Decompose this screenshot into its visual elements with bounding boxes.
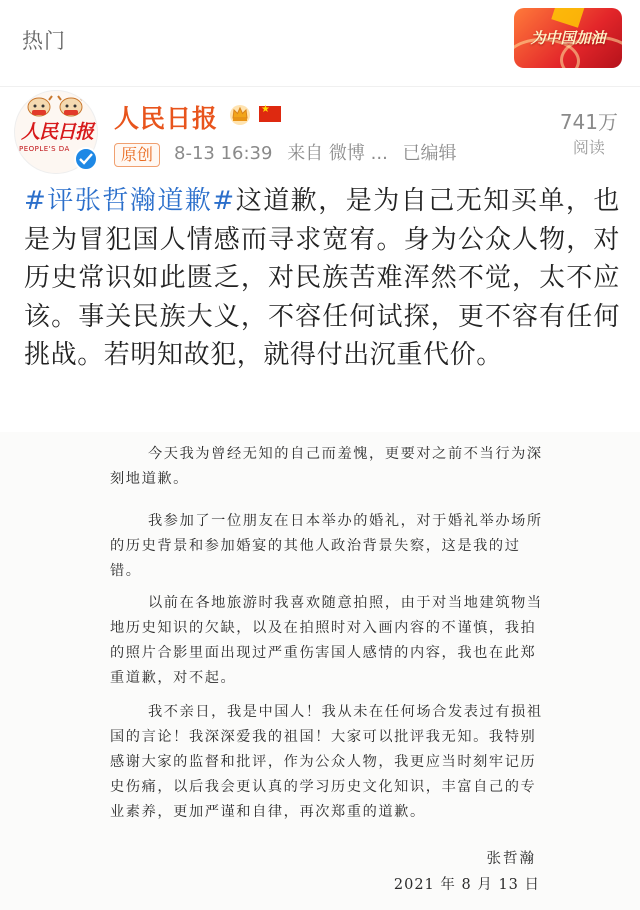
read-count: [560, 106, 618, 158]
section-title[interactable]: 热门: [22, 29, 66, 53]
post-meta: [174, 143, 466, 165]
banner-text: 为中国加油: [530, 29, 606, 47]
banner-decoration: [551, 8, 584, 28]
verified-badge-icon: [74, 147, 98, 171]
read-count-label: 阅读: [572, 138, 605, 157]
read-count-number: 741万: [559, 110, 618, 134]
china-flag-icon: ★: [259, 106, 281, 122]
post-body-text: 这道歉，是为自己无知买单，也是为冒犯国人情感而寻求宽宥。身为公众人物，对历史常识如此匮乏，对民族苦难浑然不觉，太不应该。事关民族大义，不容任何试探，更不容有任何挑战。若明知故犯，就得付出沉重代价。: [24, 186, 620, 370]
crown-icon: [228, 102, 252, 126]
apology-letter-image[interactable]: [0, 432, 640, 910]
author-name[interactable]: 人民日报: [114, 104, 219, 133]
ox-mascot-icon: [23, 95, 89, 117]
letter-date: 2021 年 8 月 13 日: [393, 877, 540, 893]
avatar-logo-text: 人民日报: [21, 121, 94, 143]
edited-label[interactable]: 已编辑: [402, 143, 457, 164]
top-bar: [0, 0, 640, 87]
post-date: 8-13 16:39: [174, 143, 273, 164]
avatar-logo-subtext: PEOPLE'S DA: [19, 145, 70, 153]
original-badge: 原创: [114, 143, 160, 167]
letter-paragraph: 今天我为曾经无知的自己而羞愧，更要对之前不当行为深刻地道歉。: [110, 446, 543, 487]
letter-paragraph: 以前在各地旅游时我喜欢随意拍照，由于对当地建筑物当地历史知识的欠缺，以及在拍照时对入画内容的不谨慎，我拍的照片合影里面出现过严重伤害国人感情的内容，我也在此郑重道歉，对不起。: [110, 595, 543, 686]
letter-paragraph: 我不亲日，我是中国人！我从未在任何场合发表过有损祖国的言论！我深深爱我的祖国！大家可以批评我无知。我特别感谢大家的监督和批评，作为公众人物，我更应当时刻牢记历史伤痛，以后我会更认真的学习历史文化知识，丰富自己的专业素养，更加严谨和自律，再次郑重的道歉。: [110, 704, 543, 820]
letter-paragraph: 我参加了一位朋友在日本举办的婚礼，对于婚礼举办场所的历史背景和参加婚宴的其他人政治背景失察，这是我的过错。: [110, 513, 543, 579]
hashtag-link[interactable]: #评张哲瀚道歉#: [24, 186, 235, 216]
cheer-china-banner[interactable]: [514, 8, 622, 68]
post-body: [24, 182, 620, 375]
post-source[interactable]: 来自 微博 ...: [287, 143, 388, 164]
letter-signature: 张哲瀚: [486, 851, 536, 867]
